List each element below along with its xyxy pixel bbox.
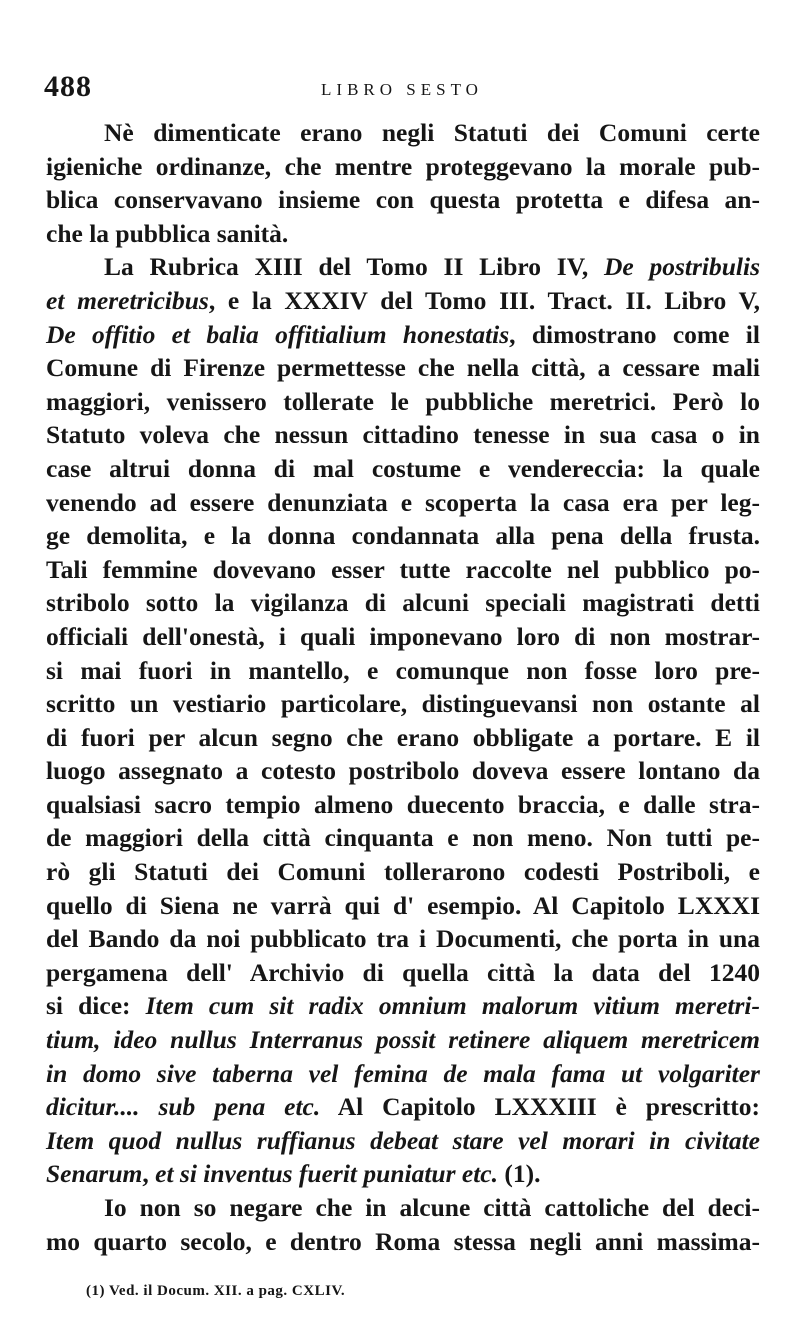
text-span: luogo assegnato a cotesto postribolo doveva essere lontano da (46, 756, 760, 786)
text-line (46, 687, 760, 721)
text-span: Tali femmine dovevano esser tutte raccolte nel pubblico po- (46, 554, 760, 584)
text-span: ge demolita, e la donna condannata alla pena della frusta. (46, 521, 760, 551)
text-line (46, 250, 760, 284)
text-span: Comune di Firenze permettesse che nella città, a cessare mali (46, 353, 760, 383)
text-line (46, 956, 760, 990)
running-head: LIBRO SESTO (321, 80, 483, 99)
text-line (46, 1090, 760, 1124)
text-line (46, 183, 760, 217)
text-line (46, 1023, 760, 1057)
italic-span: tium, ideo nullus Interranus possit retinere aliquem meretricem (46, 1025, 760, 1055)
italic-span: et si inventus fuerit puniatur etc. (155, 1159, 499, 1189)
text-span: che la pubblica sanità. (46, 218, 289, 248)
text-line (46, 519, 760, 553)
text-span: si mai fuori in mantello, e comunque non fosse loro pre- (46, 655, 760, 685)
text-span: (1). (498, 1159, 541, 1189)
text-span: si dice: (46, 991, 146, 1021)
text-line (46, 150, 760, 184)
italic-span: Item quod nullus ruffianus debeat stare vel morari in civitate (46, 1125, 760, 1155)
text-line (46, 821, 760, 855)
text-span: La Rubrica XIII del Tomo II Libro IV, (104, 252, 604, 282)
text-span: case altrui donna di mal costume e vendereccia: la quale (46, 453, 760, 483)
text-span: rò gli Statuti dei Comuni tollerarono codesti Postriboli, e (46, 857, 760, 887)
text-line (46, 1057, 760, 1091)
text-line (46, 754, 760, 788)
text-span: igieniche ordinanze, che mentre proteggevano la morale pub- (46, 151, 760, 181)
text-line (46, 922, 760, 956)
text-span: pergamena dell' Archivio di quella città la data del 1240 (46, 957, 760, 987)
text-span: de maggiori della città cinquanta e non meno. Non tutti pe- (46, 823, 760, 853)
text-span: stribolo sotto la vigilanza di alcuni speciali magistrati detti (46, 588, 760, 618)
text-span: Io non so negare che in alcune città cattoliche del deci- (104, 1193, 760, 1222)
text-span: di fuori per alcun segno che erano obbligate a portare. E il (46, 722, 760, 752)
text-span: , dimostrano come il (509, 319, 760, 349)
text-line (46, 1191, 760, 1225)
italic-span: Senarum (46, 1159, 143, 1189)
text-line (46, 318, 760, 352)
footnote: (1) Ved. il Docum. XII. a pag. CXLIV. (86, 1283, 346, 1299)
text-line (46, 586, 760, 620)
text-span: Nè dimenticate erano negli Statuti dei Comuni certe (104, 118, 760, 147)
text-line (46, 855, 760, 889)
text-line (46, 553, 760, 587)
italic-span: De postribulis (603, 252, 760, 282)
text-span: blica conservavano insieme con questa protetta e difesa an- (46, 185, 760, 215)
text-span: Al Capitolo LXXXIII è prescritto: (320, 1092, 760, 1122)
text-span: scritto un vestiario particolare, distinguevansi non ostante al (46, 689, 760, 719)
text-span: Statuto voleva che nessun cittadino tenesse in sua casa o in (46, 420, 760, 450)
text-span: maggiori, venissero tollerate le pubbliche meretrici. Però lo (46, 386, 760, 416)
text-line (46, 1124, 760, 1158)
italic-span: et meretricibus (46, 285, 209, 315)
text-span: venendo ad essere denunziata e scoperta la casa era per leg- (46, 487, 760, 517)
text-line (46, 385, 760, 419)
page-header (44, 70, 760, 110)
text-line (46, 989, 760, 1023)
text-line (46, 620, 760, 654)
body-text (46, 116, 760, 1258)
text-line (46, 284, 760, 318)
text-line (46, 788, 760, 822)
italic-span: De offitio et balia offitialium honestatis (46, 319, 510, 349)
text-span: officiali dell'onestà, i quali imponevano loro di non mostrar- (46, 621, 760, 651)
italic-span: in domo sive taberna vel femina de mala fama ut volgariter (46, 1058, 760, 1088)
page-number: 488 (44, 70, 92, 103)
text-span: mo quarto secolo, e dentro Roma stessa negli anni massima- (46, 1226, 760, 1256)
text-line (46, 418, 760, 452)
text-span: quello di Siena ne varrà qui d' esempio. Al Capitolo LXXXI (46, 890, 760, 920)
text-line (46, 654, 760, 688)
text-line (46, 1157, 760, 1191)
text-line (46, 116, 760, 150)
text-line (46, 721, 760, 755)
text-span: del Bando da noi pubblicato tra i Documenti, che porta in una (46, 924, 760, 954)
text-span: qualsiasi sacro tempio almeno duecento braccia, e dalle stra- (46, 789, 760, 819)
text-line (46, 217, 760, 251)
text-line (46, 889, 760, 923)
text-span: , e la XXXIV del Tomo III. Tract. II. Libro V, (208, 285, 760, 315)
text-line (46, 486, 760, 520)
text-line (46, 351, 760, 385)
italic-span: Item cum sit radix omnium malorum vitium meretri- (145, 991, 760, 1021)
text-span: , (142, 1159, 156, 1189)
italic-span: dicitur.... sub pena etc. (46, 1092, 321, 1122)
text-line (46, 452, 760, 486)
text-line (46, 1225, 760, 1259)
